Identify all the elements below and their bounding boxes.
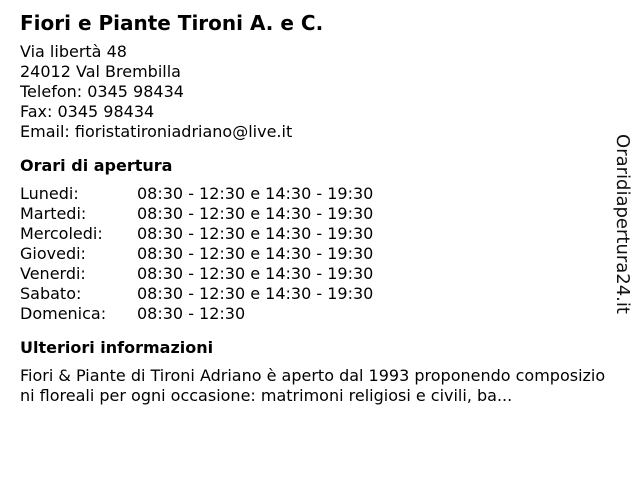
hours-day-label: Martedi: [20,204,87,223]
opening-hours-heading: Orari di apertura [20,156,173,175]
hours-day-label: Lunedi: [20,184,79,203]
contact-block [20,42,610,142]
hours-time-value: 08:30 - 12:30 [137,304,246,323]
address-street: Via libertà 48 [20,42,127,61]
more-info-text: Fiori & Piante di Tironi Adriano è aperto dal 1993 proponendo composizioni floreali per ogni occasione: matrimoni religiosi e civili, ba... [20,366,606,405]
hours-time-value: 08:30 - 12:30 e 14:30 - 19:30 [137,264,374,283]
hours-day-label: Sabato: [20,284,82,303]
hours-row-thursday [20,244,610,264]
phone-number: Telefon: 0345 98434 [20,82,184,101]
fax-number: Fax: 0345 98434 [20,102,155,121]
hours-time-value: 08:30 - 12:30 e 14:30 - 19:30 [137,184,374,203]
site-watermark: Oraridiapertura24.it [612,134,633,314]
hours-day-label: Domenica: [20,304,107,323]
more-info-heading: Ulteriori informazioni [20,338,214,357]
hours-row-sunday [20,304,610,324]
hours-row-monday [20,184,610,204]
hours-row-tuesday [20,204,610,224]
business-name: Fiori e Piante Tironi A. e C. [20,11,324,35]
business-card [20,10,610,406]
address-city: 24012 Val Brembilla [20,62,181,81]
hours-time-value: 08:30 - 12:30 e 14:30 - 19:30 [137,244,374,263]
hours-row-friday [20,264,610,284]
hours-time-value: 08:30 - 12:30 e 14:30 - 19:30 [137,204,374,223]
hours-day-label: Mercoledi: [20,224,103,243]
hours-row-wednesday [20,224,610,244]
opening-hours-table [20,184,610,324]
email-address: Email: fioristatironiadriano@live.it [20,122,293,141]
hours-time-value: 08:30 - 12:30 e 14:30 - 19:30 [137,224,374,243]
hours-row-saturday [20,284,610,304]
hours-day-label: Giovedi: [20,244,86,263]
hours-day-label: Venerdi: [20,264,86,283]
hours-time-value: 08:30 - 12:30 e 14:30 - 19:30 [137,284,374,303]
